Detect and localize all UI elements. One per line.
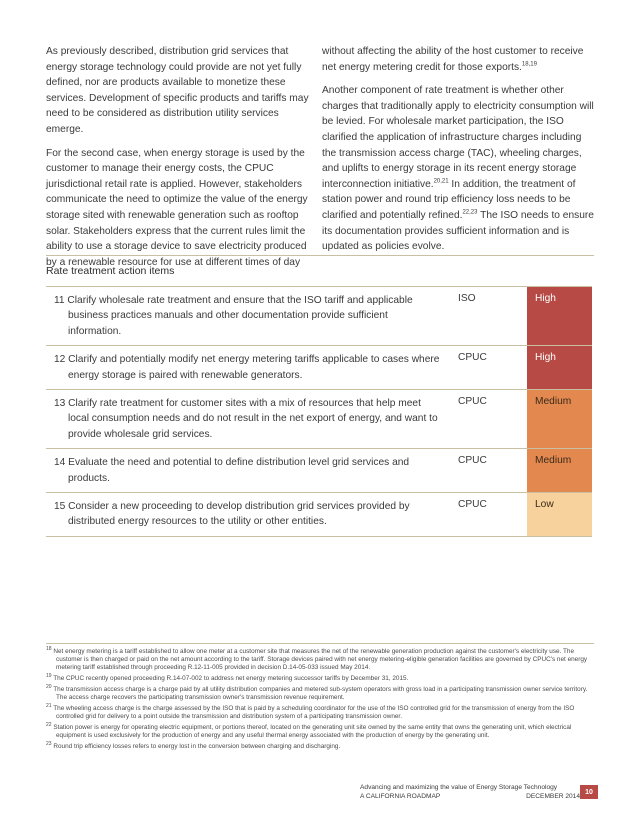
footnote: $^{22}$ Station power is energy for operating electric equipment, or portions thereof, located on the generating unit site owned by the same entity that owns the generating unit, which electrical equipment is used exclusively for the production of energy and any useful thermal energy associated with the production of energy by the generating unit. [46, 721, 572, 739]
action-cell: 11 Clarify wholesale rate treatment and ensure that the ISO tariff and applicable business practices manuals and other documentation provide sufficient information. [54, 295, 413, 337]
action-cell: 15 Consider a new proceeding to develop distribution grid services provided by distributed energy resources to the utility or other entities. [54, 501, 410, 528]
footer-date: DECEMBER 2014 [526, 793, 580, 800]
agency-cell: ISO [458, 293, 476, 304]
action-items-table [46, 286, 592, 537]
agency-cell: CPUC [458, 455, 487, 467]
table-title: Rate treatment action items [46, 265, 175, 277]
page-number: 10 [580, 785, 598, 799]
paragraph: Another component of rate treatment is whether other charges that traditionally apply to electricity consumption will be levied. For wholesale market participation, the ISO clarified the application of infrastructure charges including the transmission access charge (TAC), wheeling charges, and uplifts to energy storage in its recent energy storage interconnection initiative.$^{20,21}$ In addition, the treatment of station power and round trip efficiency loss needs to be clarified and potentially refined.$^{22,23}$ The ISO needs to ensure its documentation provides sufficient information and is updated as policies evolve. [322, 85, 594, 253]
priority-cell: Low [527, 493, 592, 536]
paragraph: For the second case, when energy storage is used by the customer to manage their energy costs, the CPUC jurisdictional retail rate is applied. However, stakeholders communicate the need to optimize the value of the energy storage sited with renewable generation such as rooftop solar. Stakeholders express that the current rules limit the ability to use a storage device to save electricity produced by a renewable resource for use at different times of day [46, 147, 308, 268]
action-cell: 12 Clarify and potentially modify net energy metering tariffs applicable to cases where energy storage is paired with renewable generators. [54, 354, 440, 381]
footnote: $^{19}$ The CPUC recently opened proceeding R.14-07-002 to address net energy metering successor tariffs by December 31, 2015. [46, 672, 409, 682]
table-row [46, 346, 592, 390]
footer-subtitle: A CALIFORNIA ROADMAP [360, 793, 441, 800]
left-column [46, 44, 318, 278]
table-row [46, 449, 592, 493]
paragraph: without affecting the ability of the host customer to receive net energy metering credit for those exports.$^{18,19}$ [322, 46, 584, 73]
priority-cell: Medium [527, 390, 592, 448]
footnote-ref[interactable]: 18,19 [521, 61, 537, 68]
footnote: $^{18}$ Net energy metering is a tariff established to allow one meter at a customer site that measures the net of the renewable generation production against the customer's electricity use. The customer is then charged or paid on the net amount according to the tariff. Storage devices paired with net energy metering-eligible generation facilities are governed by CPUC's net energy metering tariff established through proceeding R.12-11-005 provided in decision D.14-05-033 issued May 2014. [46, 645, 588, 671]
priority-cell: High [527, 346, 592, 389]
section-divider [46, 255, 594, 256]
agency-cell: CPUC [458, 352, 487, 364]
priority-cell: High [527, 287, 592, 345]
action-cell: 14 Evaluate the need and potential to define distribution level grid services and products. [54, 457, 410, 484]
footnotes [46, 645, 594, 754]
footnote: $^{21}$ The wheeling access charge is the charge assessed by the ISO that is paid by a scheduling coordinator for the use of the ISO controlled grid for the transmission of energy from the ISO controlled grid for delivery to a point outside the transmission and distribution system of a participating transmission owner. [46, 702, 575, 720]
footnote-divider [46, 643, 594, 644]
priority-cell: Medium [527, 449, 592, 492]
agency-cell: CPUC [458, 499, 487, 511]
table-row [46, 286, 592, 346]
table-row [46, 493, 592, 537]
page-footer [360, 783, 580, 801]
agency-cell: CPUC [458, 396, 487, 408]
footnote: $^{23}$ Round trip efficiency losses refers to energy lost in the conversion between charging and discharging. [46, 740, 341, 750]
action-cell: 13 Clarify rate treatment for customer sites with a mix of resources that help meet local consumption needs and do not result in the net export of energy, and want to provide wholesale grid services. [54, 398, 438, 440]
right-column [322, 44, 594, 263]
paragraph: As previously described, distribution grid services that energy storage technology could provide are not yet fully defined, nor are products available to monetize these services. Development of specific products and tariffs may need to be considered as distribution utility services emerge. [46, 46, 309, 135]
footnote-ref[interactable]: 22,23 [462, 209, 478, 216]
footer-title: Advancing and maximizing the value of Energy Storage Technology [360, 784, 558, 791]
table-row [46, 390, 592, 449]
footnote: $^{20}$ The transmission access charge is a charge paid by all utility distribution companies and metered sub-system operators with gross load in a participating transmission owner service territory. The access charge recovers the participating transmission owner's transmission revenue requirement. [46, 683, 588, 701]
footnote-ref[interactable]: 20,21 [433, 178, 449, 185]
